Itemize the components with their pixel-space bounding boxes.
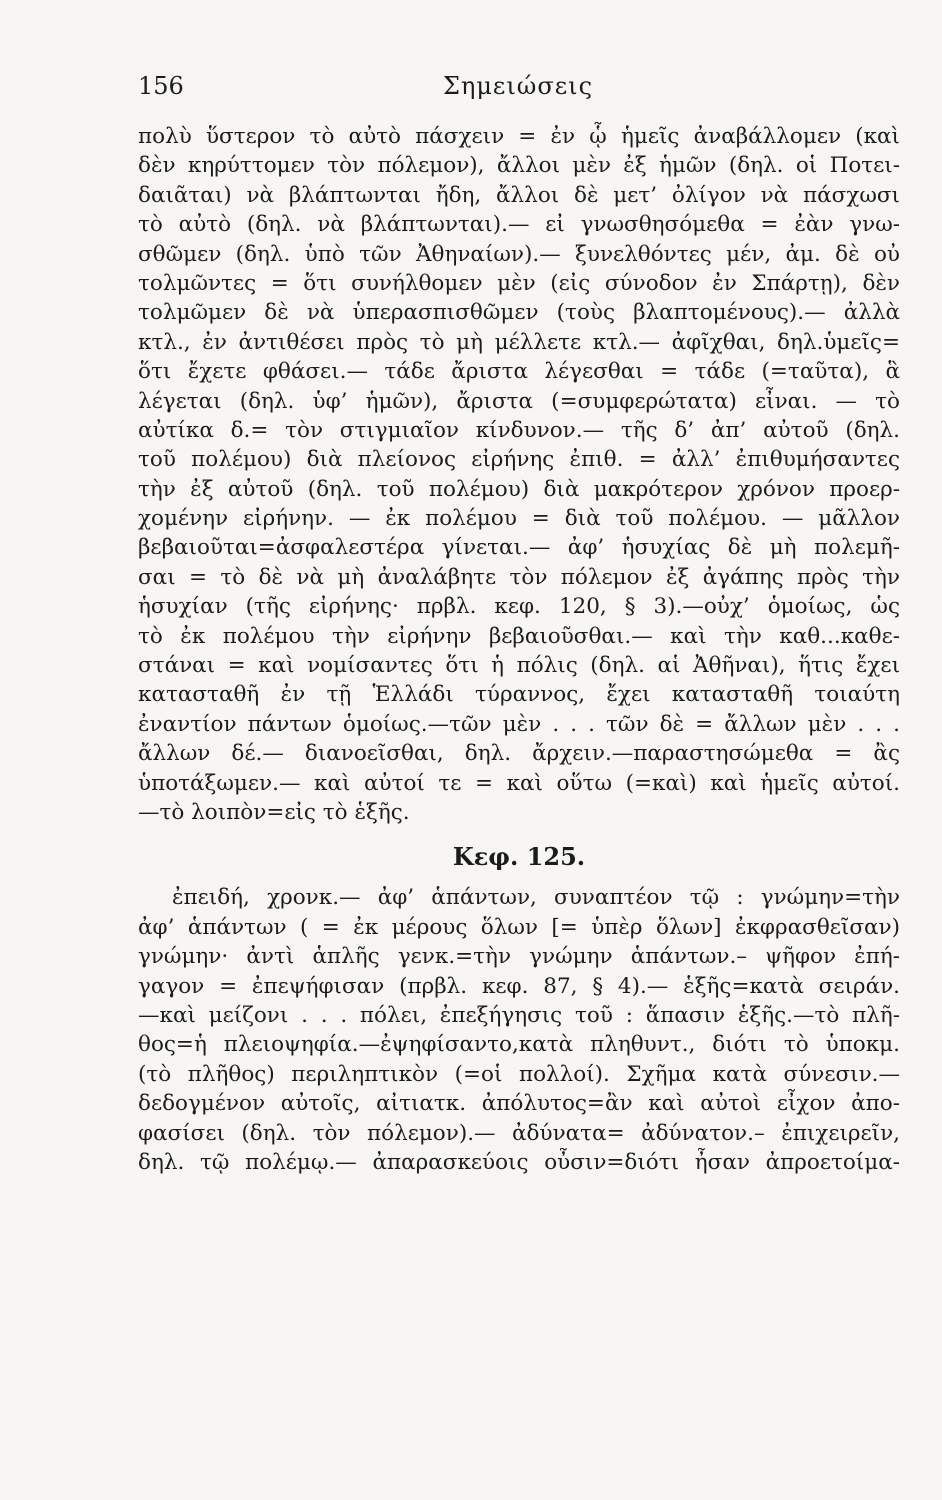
text-line: —καὶ μείζονι . . . πόλει, ἐπεξήγησις τοῦ : ἅπασιν ἑξῆς.—τὸ πλῆ- xyxy=(138,1002,900,1028)
text-line: τὴν ἐξ αὐτοῦ (δηλ. τοῦ πολέμου) διὰ μακρότερον χρόνον προερ- xyxy=(138,476,900,502)
text-line: πολὺ ὕστερον τὸ αὐτὸ πάσχειν = ἐν ᾧ ἡμεῖς ἀναβάλλομεν (καὶ xyxy=(138,124,900,149)
text-line: δὲν κηρύττομεν τὸν πόλεμον), ἄλλοι μὲν ἐξ ἡμῶν (δηλ. οἱ Ποτει- xyxy=(138,153,900,179)
text-line: ὑποτάξωμεν.— καὶ αὐτοί τε = καὶ οὕτω (=καὶ) καὶ ἡμεῖς αὐτοί. xyxy=(138,770,900,796)
text-line: τὸ ἐκ πολέμου τὴν εἰρήνην βεβαιοῦσθαι.— καὶ τὴν καθ...καθε- xyxy=(138,623,900,649)
text-line: χομένην εἰρήνην. — ἐκ πολέμου = διὰ τοῦ πολέμου. — μᾶλλον xyxy=(138,506,900,532)
text-line: ἄλλων δέ.— διανοεῖσθαι, δηλ. ἄρχειν.—παραστησώμεθα = ἂς xyxy=(138,741,900,767)
text-line: ἀφ’ ἁπάντων ( = ἐκ μέρους ὅλων [= ὑπὲρ ὅλων] ἐκφρασθεῖσαν) xyxy=(138,914,900,940)
text-line: γνώμην· ἀντὶ ἁπλῆς γενκ.=τὴν γνώμην ἁπάντων.– ψῆφον ἐπή- xyxy=(138,944,900,970)
text-line: ἡσυχίαν (τῆς εἰρήνης· πρβλ. κεφ. 120, § 3).—οὐχ’ ὁμοίως, ὡς xyxy=(138,594,900,620)
text-line: βεβαιοῦται=ἀσφαλεστέρα γίνεται.— ἀφ’ ἡσυχίας δὲ μὴ πολεμῆ- xyxy=(138,535,900,561)
text-line: δηλ. τῷ πολέμῳ.— ἀπαρασκεύοις οὖσιν=διότι ἦσαν ἀπροετοίμα- xyxy=(138,1149,900,1175)
page-number: 156 xyxy=(138,72,184,100)
text-line: σαι = τὸ δὲ νὰ μὴ ἀναλάβητε τὸν πόλεμον ἐξ ἀγάπης πρὸς τὴν xyxy=(138,564,900,590)
text-line: τοῦ πολέμου) διὰ πλείονος εἰρήνης ἐπιθ. = ἀλλ’ ἐπιθυμήσαντες xyxy=(138,447,900,473)
text-line: τολμῶμεν δὲ νὰ ὑπερασπισθῶμεν (τοὺς βλαπτομένους).— ἀλλὰ xyxy=(138,300,900,326)
text-line: αὐτίκα δ.= τὸν στιγμιαῖον κίνδυνον.— τῆς δ’ ἀπ’ αὐτοῦ (δηλ. xyxy=(138,417,900,443)
text-line: σθῶμεν (δηλ. ὑπὸ τῶν Ἀθηναίων).— ξυνελθόντες μέν, ἀμ. δὲ οὐ xyxy=(138,241,900,267)
text-line: ὅτι ἔχετε φθάσει.— τάδε ἄριστα λέγεσθαι = τάδε (=ταῦτα), ἃ xyxy=(138,359,900,385)
text-line: δεδογμένον αὐτοῖς, αἰτιατκ. ἀπόλυτος=ἂν καὶ αὐτοὶ εἶχον ἀπο- xyxy=(138,1091,900,1117)
text-line: στάναι = καὶ νομίσαντες ὅτι ἡ πόλις (δηλ. αἱ Ἀθῆναι), ἥτις ἔχει xyxy=(138,653,900,679)
running-head xyxy=(138,72,898,106)
text-line: ἐναντίον πάντων ὁμοίως.—τῶν μὲν . . . τῶν δὲ = ἄλλων μὲν . . . xyxy=(138,711,900,737)
text-line: ἐπειδή, χρονκ.— ἀφ’ ἁπάντων, συναπτέον τῷ : γνώμην=τὴν xyxy=(172,885,900,911)
text-line: —τὸ λοιπὸν=εἰς τὸ ἑξῆς. xyxy=(138,799,410,825)
text-line: θος=ἡ πλειοψηφία.—ἐψηφίσαντο,κατὰ πληθυντ., διότι τὸ ὑποκμ. xyxy=(138,1032,900,1058)
chapter-heading: Κεφ. 125. xyxy=(452,842,586,872)
text-line: γαγον = ἐπεψήφισαν (πρβλ. κεφ. 87, § 4).— ἑξῆς=κατὰ σειράν. xyxy=(138,973,900,999)
text-line: κατασταθῆ ἐν τῇ Ἑλλάδι τύραννος, ἔχει κατασταθῆ τοιαύτη xyxy=(138,682,900,708)
text-line: φασίσει (δηλ. τὸν πόλεμον).— ἀδύνατα= ἀδύνατον.– ἐπιχειρεῖν, xyxy=(138,1120,900,1146)
text-line: (τὸ πλῆθος) περιληπτικὸν (=οἱ πολλοί). Σχῆμα κατὰ σύνεσιν.— xyxy=(138,1061,900,1087)
text-line: λέγεται (δηλ. ὑφ’ ἡμῶν), ἄριστα (=συμφερώτατα) εἶναι. — τὸ xyxy=(138,388,900,414)
text-line: τὸ αὐτὸ (δηλ. νὰ βλάπτωνται).— εἰ γνωσθησόμεθα = ἐὰν γνω- xyxy=(138,212,900,238)
notes-text xyxy=(138,122,900,1177)
text-line: τολμῶντες = ὅτι συνήλθομεν μὲν (εἰς σύνοδον ἐν Σπάρτῃ), δὲν xyxy=(138,270,900,296)
text-line: κτλ., ἐν ἀντιθέσει πρὸς τὸ μὴ μέλλετε κτλ.— ἀφῖχθαι, δηλ.ὑμεῖς= xyxy=(138,329,900,355)
text-line: δαιᾶται) νὰ βλάπτωνται ἤδη, ἄλλοι δὲ μετ’ ὀλίγον νὰ πάσχωσι xyxy=(138,182,900,208)
header-title: Σημειώσεις xyxy=(442,72,594,100)
